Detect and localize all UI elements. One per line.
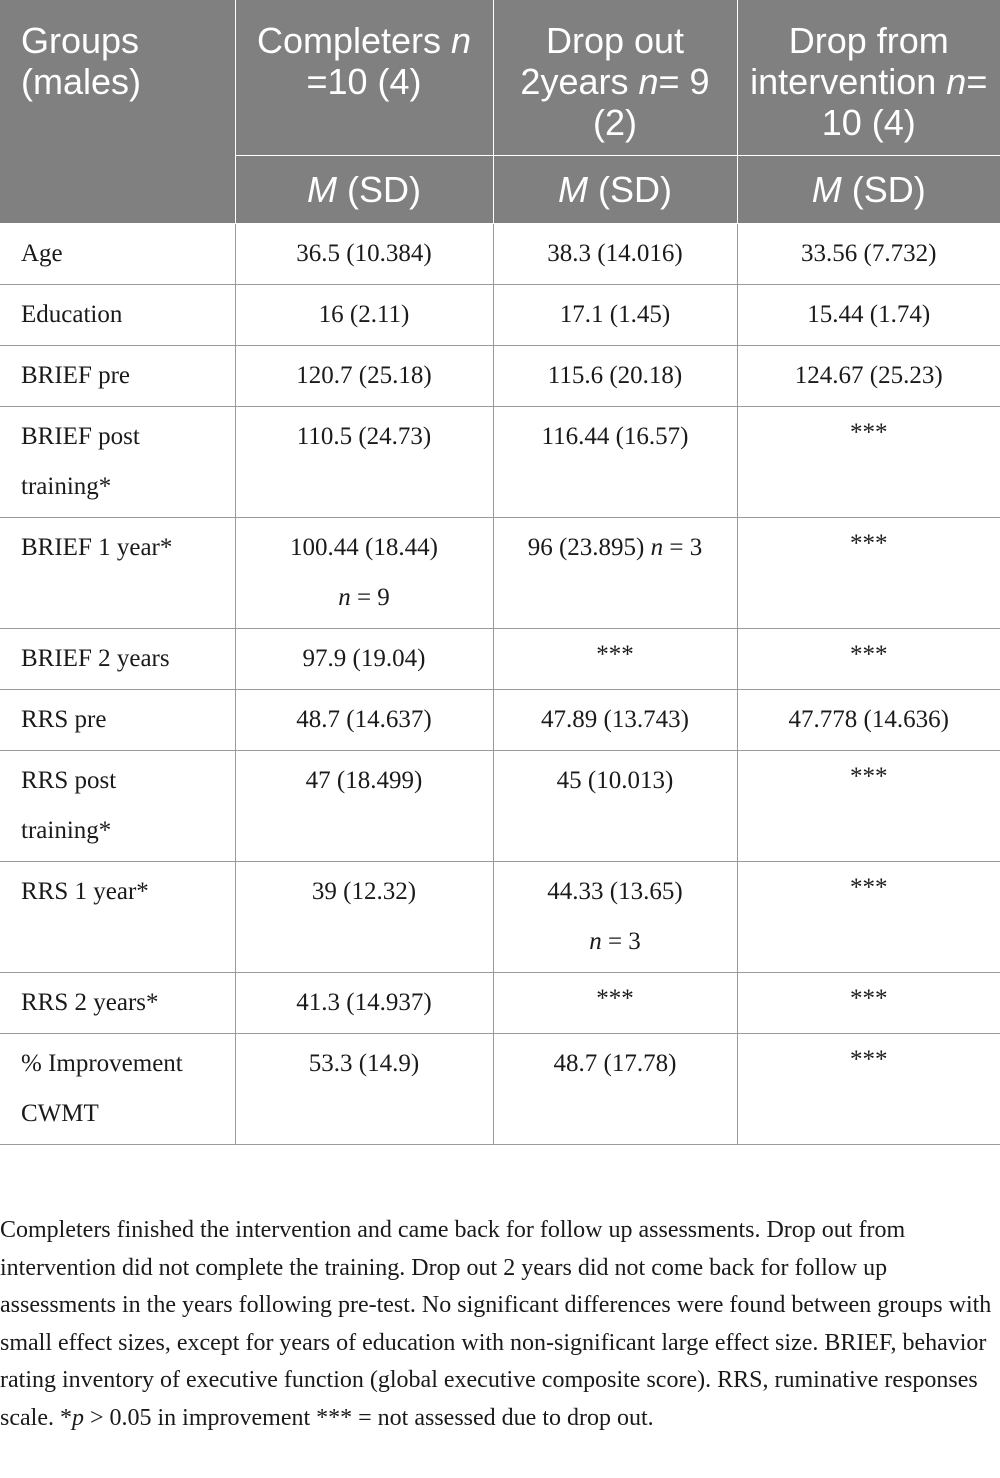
table-cell: 115.6 (20.18) [493, 346, 737, 407]
table-cell: 120.7 (25.18) [235, 346, 493, 407]
table-cell: 16 (2.11) [235, 285, 493, 346]
table-row [0, 629, 1000, 690]
not-assessed-mark: *** [850, 874, 888, 901]
table-cell [493, 629, 737, 690]
row-label: BRIEF 1 year* [0, 518, 235, 629]
n-note: n = 3 [589, 928, 641, 955]
not-assessed-mark: *** [850, 641, 888, 668]
row-label: % Improvement CWMT [0, 1034, 235, 1145]
row-label: RRS 2 years* [0, 973, 235, 1034]
not-assessed-mark: *** [850, 985, 888, 1012]
row-label: BRIEF post training* [0, 407, 235, 518]
table-cell: 116.44 (16.57) [493, 407, 737, 518]
row-label: Age [0, 224, 235, 285]
table-cell: 36.5 (10.384) [235, 224, 493, 285]
table-cell: 110.5 (24.73) [235, 407, 493, 518]
table-cell [737, 751, 1000, 862]
table-cell: 48.7 (14.637) [235, 690, 493, 751]
table-cell: 47.778 (14.636) [737, 690, 1000, 751]
table-row [0, 346, 1000, 407]
row-label: RRS 1 year* [0, 862, 235, 973]
not-assessed-mark: *** [596, 641, 634, 668]
table-row [0, 1034, 1000, 1145]
row-label: Education [0, 285, 235, 346]
table-cell: 45 (10.013) [493, 751, 737, 862]
header-drop-from-intervention: Drop from intervention n= 10 (4) [737, 0, 1000, 156]
table-cell [737, 862, 1000, 973]
table-cell: 48.7 (17.78) [493, 1034, 737, 1145]
table-cell: 96 (23.895) n = 3 [493, 518, 737, 629]
table-row [0, 862, 1000, 973]
table-cell: 100.44 (18.44) n = 9 [235, 518, 493, 629]
table-cell: 124.67 (25.23) [737, 346, 1000, 407]
not-assessed-mark: *** [850, 763, 888, 790]
table-cell [493, 973, 737, 1034]
table-row [0, 973, 1000, 1034]
not-assessed-mark: *** [850, 1046, 888, 1073]
table-cell: 39 (12.32) [235, 862, 493, 973]
not-assessed-mark: *** [850, 419, 888, 446]
table-row [0, 518, 1000, 629]
row-label: RRS pre [0, 690, 235, 751]
table-cell: 97.9 (19.04) [235, 629, 493, 690]
table-row [0, 285, 1000, 346]
table-cell: 53.3 (14.9) [235, 1034, 493, 1145]
table-cell: 47 (18.499) [235, 751, 493, 862]
row-label: RRS post training* [0, 751, 235, 862]
table-cell: 38.3 (14.016) [493, 224, 737, 285]
row-label: BRIEF pre [0, 346, 235, 407]
header-mean-sd-drop-out: M (SD) [493, 156, 737, 224]
table-cell [737, 518, 1000, 629]
table-cell: 44.33 (13.65) n = 3 [493, 862, 737, 973]
n-note: n = 9 [338, 584, 390, 611]
table-cell: 33.56 (7.732) [737, 224, 1000, 285]
table-cell: 47.89 (13.743) [493, 690, 737, 751]
table-row [0, 690, 1000, 751]
table-cell: 15.44 (1.74) [737, 285, 1000, 346]
header-completers: Completers n =10 (4) [235, 0, 493, 156]
table-cell [737, 629, 1000, 690]
n-note: n [650, 534, 664, 561]
row-label: BRIEF 2 years [0, 629, 235, 690]
table-cell: 41.3 (14.937) [235, 973, 493, 1034]
header-mean-sd-drop-from: M (SD) [737, 156, 1000, 224]
table-row [0, 407, 1000, 518]
header-groups: Groups (males) [0, 0, 235, 224]
not-assessed-mark: *** [596, 985, 634, 1012]
table-cell [737, 407, 1000, 518]
table-footnote: Completers finished the intervention and came back for follow up assessments. Drop out from intervention did not complete the training. Drop out 2 years did not come back for follow up assessments in the years following pre-test. No significant differences were found between groups with small effect sizes, except for years of education with non-significant large effect size. BRIEF, behavior rating inventory of executive function (global executive composite score). RRS, ruminative responses scale. *p > 0.05 in improvement *** = not assessed due to drop out. [0, 1217, 992, 1431]
header-drop-out-2years: Drop out 2years n= 9 (2) [493, 0, 737, 156]
table-row [0, 751, 1000, 862]
table-cell [737, 1034, 1000, 1145]
header-mean-sd-completers: M (SD) [235, 156, 493, 224]
table-cell: 17.1 (1.45) [493, 285, 737, 346]
table-cell [737, 973, 1000, 1034]
table-row [0, 224, 1000, 285]
not-assessed-mark: *** [850, 530, 888, 557]
